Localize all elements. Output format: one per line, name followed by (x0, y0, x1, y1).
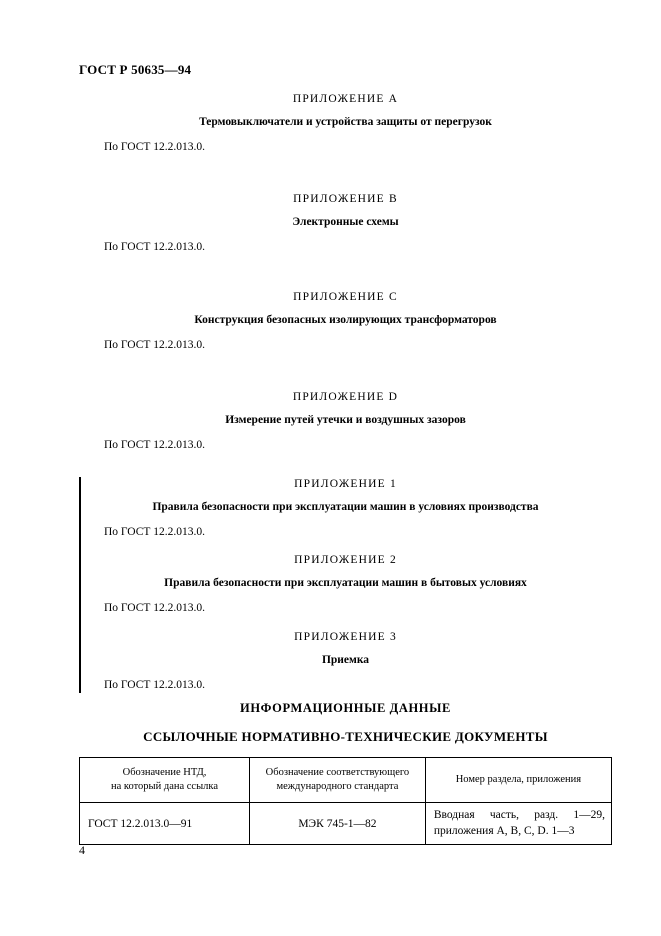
appendix-subtitle: Правила безопасности при эксплуатации машин в условиях производства (152, 501, 539, 513)
appendix-title: ПРИЛОЖЕНИЕ 3 (294, 631, 397, 643)
appendix-block-b (79, 193, 612, 253)
table-head (80, 758, 612, 803)
appendix-reference: По ГОСТ 12.2.013.0. (104, 241, 206, 253)
appendix-block-c (79, 291, 612, 351)
appendix-title: ПРИЛОЖЕНИЕ С (293, 291, 398, 303)
appendix-title: ПРИЛОЖЕНИЕ D (292, 391, 399, 403)
appendix-block-3 (79, 631, 612, 691)
table-header-sections (425, 758, 611, 803)
appendix-block-1 (79, 478, 612, 538)
appendix-reference: По ГОСТ 12.2.013.0. (104, 526, 206, 538)
cell-international: МЭК 745-1—82 (250, 803, 426, 845)
standard-number-header: ГОСТ Р 50635—94 (79, 62, 192, 77)
header-line-1: Обозначение соответствующего (265, 766, 410, 778)
appendix-block-d (79, 391, 612, 451)
table-header-ntd (80, 758, 250, 803)
appendix-title: ПРИЛОЖЕНИЕ В (293, 193, 398, 205)
cell-ntd: ГОСТ 12.2.013.0—91 (80, 803, 250, 845)
table-body (80, 803, 612, 845)
header-line-2: международного стандарта (276, 781, 399, 792)
appendix-reference: По ГОСТ 12.2.013.0. (104, 141, 206, 153)
table-header-row (80, 758, 612, 803)
appendix-subtitle: Измерение путей утечки и воздушных зазоров (225, 414, 466, 426)
appendix-reference: По ГОСТ 12.2.013.0. (104, 679, 206, 691)
appendix-reference: По ГОСТ 12.2.013.0. (104, 439, 206, 451)
appendix-subtitle: Конструкция безопасных изолирующих трансформаторов (194, 314, 497, 326)
info-section-heading: ИНФОРМАЦИОННЫЕ ДАННЫЕ (240, 701, 451, 715)
table-header-international (250, 758, 426, 803)
page-number: 4 (79, 843, 85, 857)
header-line-2: на который дана ссылка (111, 781, 218, 792)
appendix-title: ПРИЛОЖЕНИЕ 2 (294, 554, 397, 566)
appendix-subtitle: Термовыключатели и устройства защиты от перегрузок (199, 116, 492, 128)
appendix-reference: По ГОСТ 12.2.013.0. (104, 339, 206, 351)
appendix-title: ПРИЛОЖЕНИЕ А (292, 93, 399, 105)
info-section-subheading: ССЫЛОЧНЫЕ НОРМАТИВНО-ТЕХНИЧЕСКИЕ ДОКУМЕНТЫ (143, 729, 548, 744)
page-content (79, 0, 612, 936)
header-line-1: Обозначение НТД, (122, 766, 207, 778)
appendix-subtitle: Правила безопасности при эксплуатации машин в бытовых условиях (164, 577, 527, 589)
appendix-title: ПРИЛОЖЕНИЕ 1 (294, 478, 397, 490)
appendix-subtitle: Электронные схемы (292, 216, 399, 228)
appendix-reference: По ГОСТ 12.2.013.0. (104, 602, 206, 614)
appendix-subtitle: Приемка (321, 654, 370, 666)
appendix-block-2 (79, 554, 612, 614)
appendix-block-a (79, 93, 612, 153)
header-line-1: Номер раздела, приложения (455, 773, 582, 785)
reference-documents-table (79, 757, 612, 845)
table-row (80, 803, 612, 845)
cell-sections: Вводная часть, разд. 1—29, приложения A, B, C, D. 1—3 (425, 803, 611, 845)
